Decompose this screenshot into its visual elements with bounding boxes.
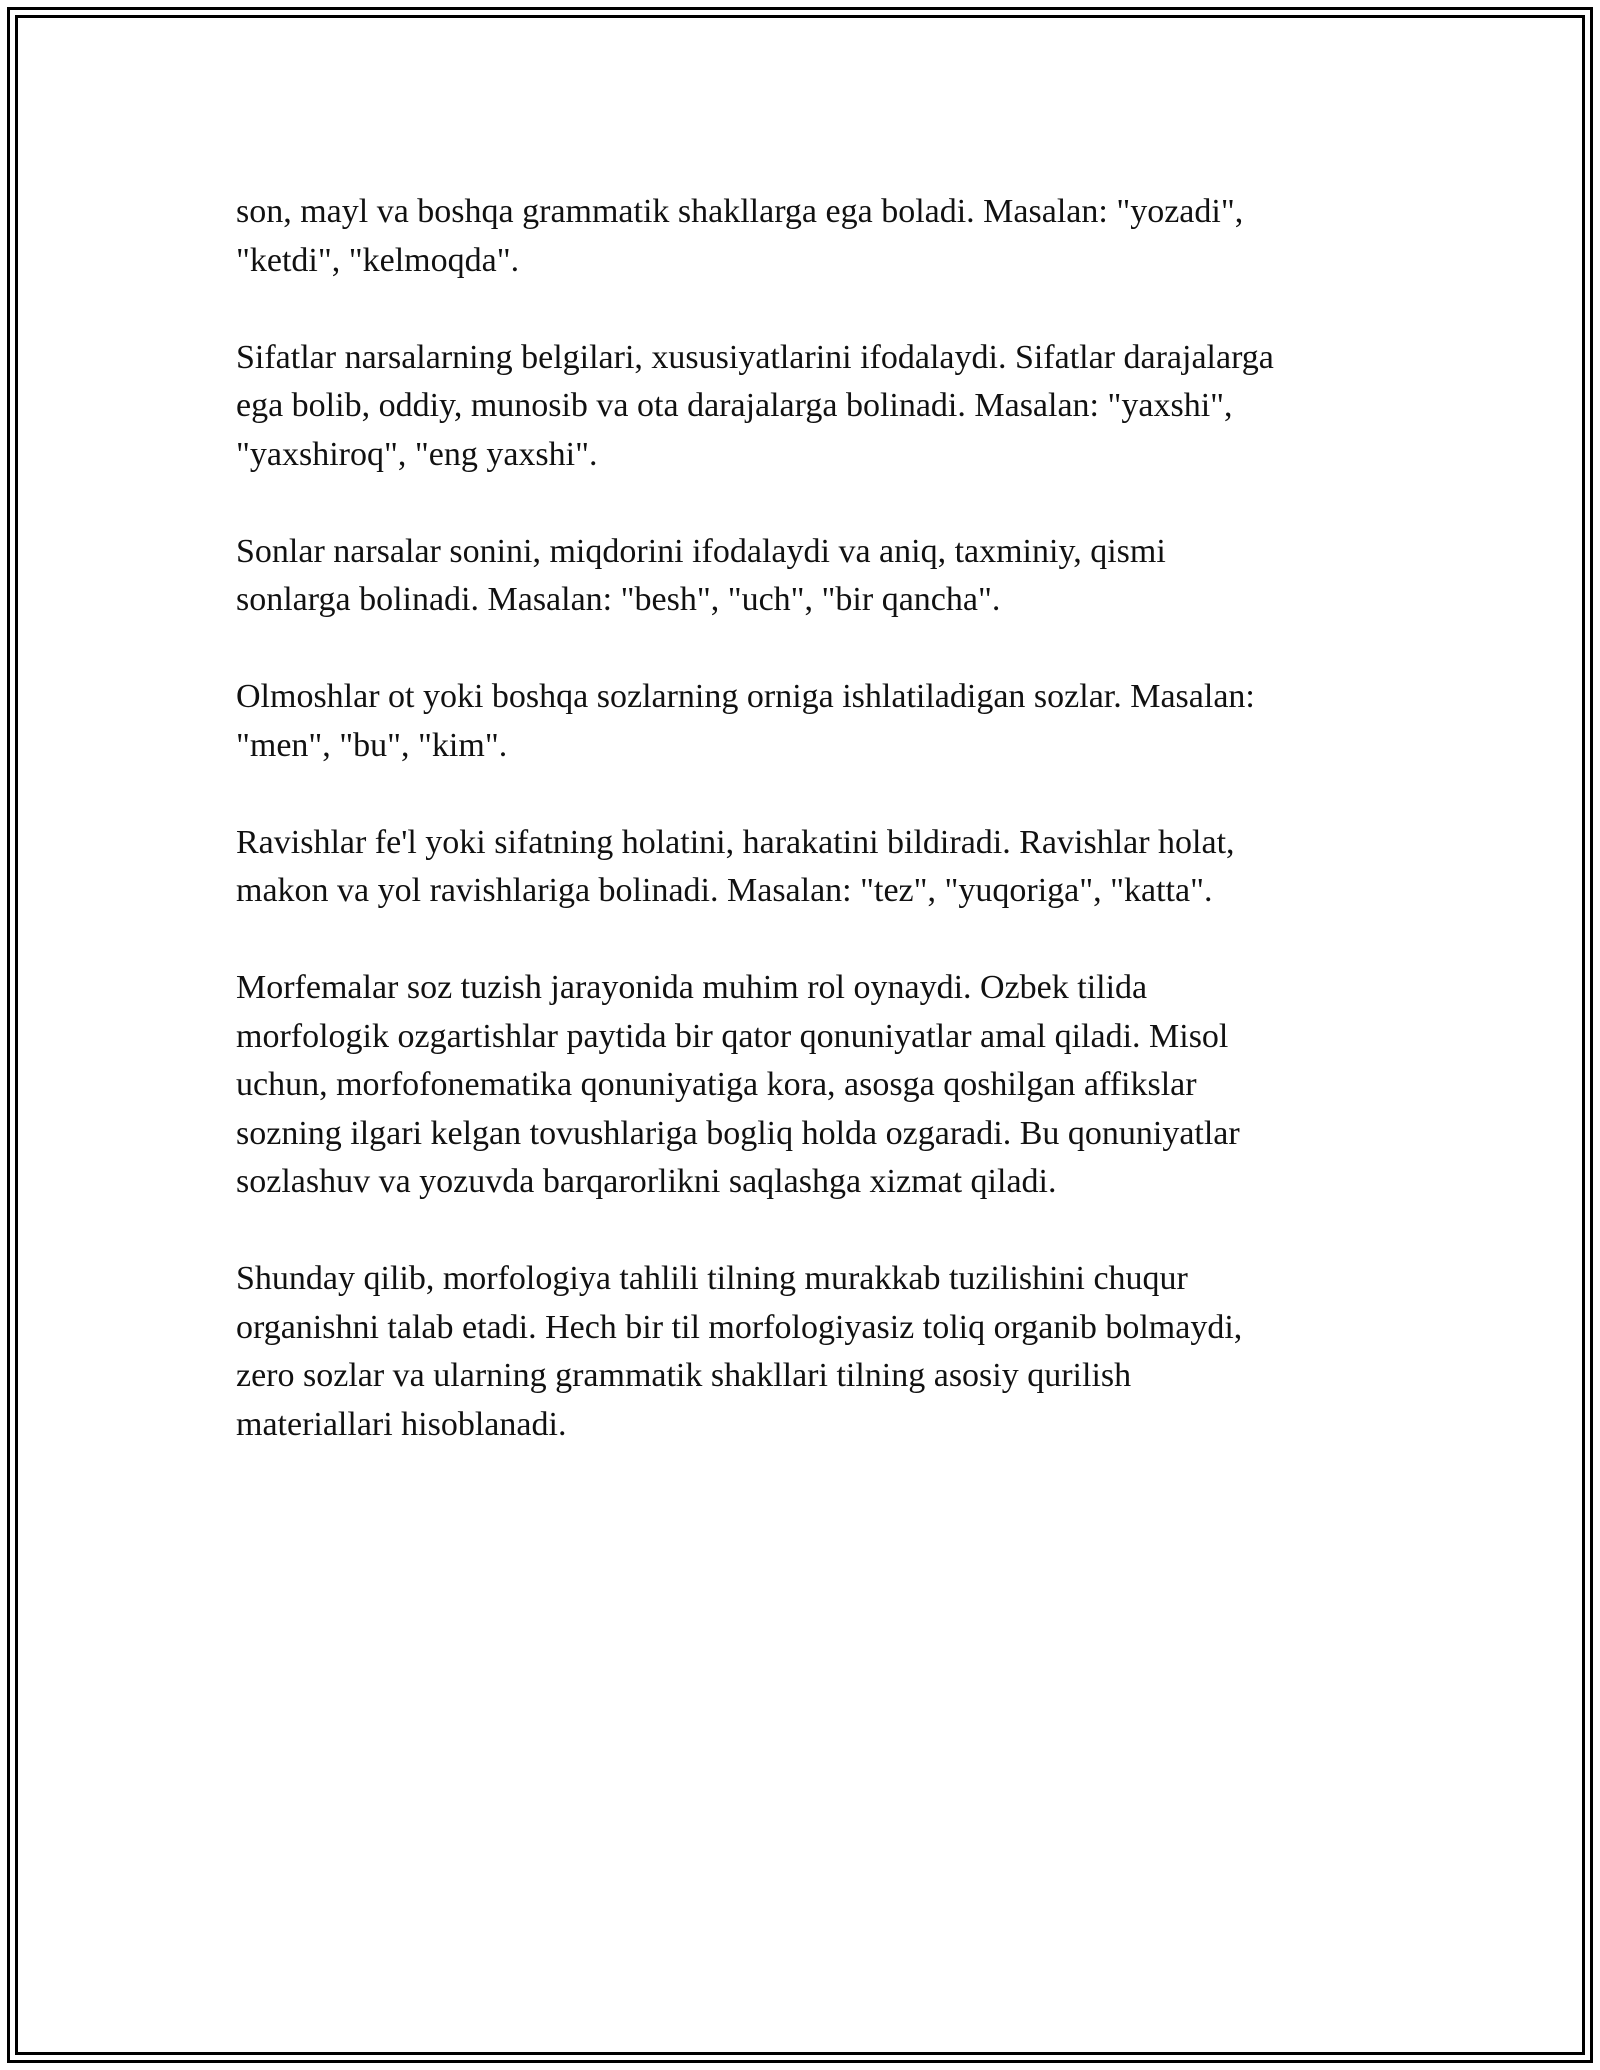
document-body xyxy=(236,188,1376,1498)
paragraph-conclusion: Shunday qilib, morfologiya tahlili tilning murakkab tuzilishini chuqur organishni talab etadi. Hech bir til morfologiyasiz toliq organib bolmaydi, zero sozlar va ularning grammatik shakllari tilning asosiy qurilish materiallari hisoblanadi. xyxy=(236,1260,1243,1443)
paragraph-pronouns: Olmoshlar ot yoki boshqa sozlarning orniga ishlatiladigan sozlar. Masalan: "men", "bu", "kim". xyxy=(236,678,1255,764)
paragraph-morphemes: Morfemalar soz tuzish jarayonida muhim rol oynaydi. Ozbek tilida morfologik ozgartishlar paytida bir qator qonuniyatlar amal qiladi. Misol uchun, morfofonematika qonuniyatiga kora, asosga qoshilgan affikslar sozning ilgari kelgan tovushlariga bogliq holda ozgaradi. Bu qonuniyatlar sozlashuv va yozuvda barqarorlikni saqlashga xizmat qiladi. xyxy=(236,969,1240,1200)
paragraph-verbs: son, mayl va boshqa grammatik shakllarga ega boladi. Masalan: "yozadi", "ketdi", "kelmoqda". xyxy=(236,193,1244,279)
paragraph-adjectives: Sifatlar narsalarning belgilari, xususiyatlarini ifodalaydi. Sifatlar darajalarga ega bolib, oddiy, munosib va ota darajalarga bolinadi. Masalan: "yaxshi", "yaxshiroq", "eng yaxshi". xyxy=(236,338,1274,473)
paragraph-adverbs: Ravishlar fe'l yoki sifatning holatini, harakatini bildiradi. Ravishlar holat, makon va yol ravishlariga bolinadi. Masalan: "tez", "yuqoriga", "katta". xyxy=(236,823,1235,909)
paragraph-numerals: Sonlar narsalar sonini, miqdorini ifodalaydi va aniq, taxminiy, qismi sonlarga bolinadi. Masalan: "besh", "uch", "bir qancha". xyxy=(236,532,1166,618)
